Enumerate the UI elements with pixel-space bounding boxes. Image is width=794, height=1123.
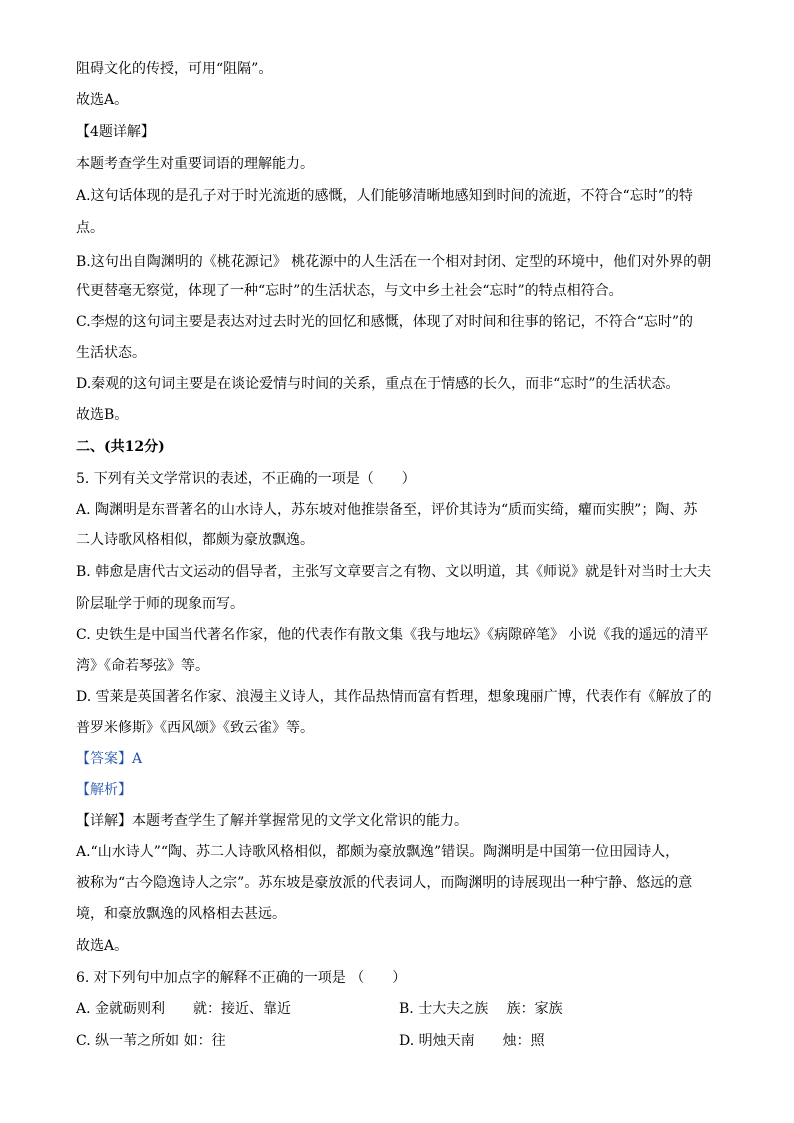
option-d: D. 明烛天南 烛：照 <box>399 1033 545 1049</box>
answer-label: 【答案】A <box>76 751 143 767</box>
text-line: 被称为“古今隐逸诗人之宗”。苏东坡是豪放派的代表词人，而陶渊明的诗展现出一种宁静、悠远的意 <box>76 875 693 891</box>
option-c: C. 纵一苇之所如 如：往 <box>76 1033 226 1049</box>
text-line: C.李煜的这句词主要是表达对过去时光的回忆和感慨，体现了对时间和往事的铭记，不符合“忘时”的 <box>76 314 693 330</box>
text-line: 本题考查学生对重要词语的理解能力。 <box>76 156 314 172</box>
option-text: B. 韩愈是唐代古文运动的倡导者，主张写文章要言之有物、文以明道，其《师说》就是针对当时士大夫 <box>76 564 712 580</box>
text-line: 境，和豪放飘逸的风格相去甚远。 <box>76 906 286 922</box>
section-heading: 【4题详解】 <box>76 124 155 140</box>
question-stem: 6. 对下列句中加点字的解释不正确的一项是 （ ） <box>76 970 407 986</box>
text-line: 生活状态。 <box>76 345 146 361</box>
text-line: 故选A。 <box>76 92 129 108</box>
text-line: 阻碍文化的传授，可用“阻隔”。 <box>76 61 273 77</box>
text-line: A.这句话体现的是孔子对于时光流逝的感慨，人们能够清晰地感知到时间的流逝，不符合“忘时”的特 <box>76 188 693 204</box>
text-line: 故选B。 <box>76 407 129 423</box>
section-heading: 二、(共12分) <box>76 439 165 455</box>
option-a: A. 金就砺则利 就：接近、靠近 <box>76 1001 292 1017</box>
option-text: C. 史铁生是中国当代著名作家，他的代表作有散文集《我与地坛》《病隙碎笔》 小说《我的遥远的清平 <box>76 627 709 643</box>
option-text: 湾》《命若琴弦》等。 <box>76 658 209 674</box>
analysis-label: 【解析】 <box>76 782 132 798</box>
option-text: 普罗米修斯》《西风颂》《致云雀》等。 <box>76 720 314 736</box>
text-line: 点。 <box>76 220 104 236</box>
text-line: 故选A。 <box>76 938 129 954</box>
question-stem: 5. 下列有关文学常识的表述，不正确的一项是（ ） <box>76 471 416 487</box>
text-line: A.“山水诗人”“陶、苏二人诗歌风格相似，都颇为豪放飘逸”错误。陶渊明是中国第一位田园诗人， <box>76 844 680 860</box>
option-text: D. 雪莱是英国著名作家、浪漫主义诗人，其作品热情而富有哲理，想象瑰丽广博，代表作有《解放了的 <box>76 689 712 705</box>
text-line: 【详解】本题考查学生了解并掌握常见的文学文化常识的能力。 <box>76 813 468 829</box>
option-b: B. 士大夫之族 族：家族 <box>399 1001 563 1017</box>
option-text: 阶层耻学于师的现象而写。 <box>76 596 244 612</box>
option-text: 二人诗歌风格相似，都颇为豪放飘逸。 <box>76 532 314 548</box>
text-line: B.这句出自陶渊明的《桃花源记》 桃花源中的人生活在一个相对封闭、定型的环境中，他们对外界的朝 <box>76 254 712 270</box>
text-line: 代更替毫无察觉，体现了一种“忘时”的生活状态，与文中乡土社会“忘时”的特点相符合。 <box>76 283 623 299</box>
option-text: A. 陶渊明是东晋著名的山水诗人，苏东坡对他推崇备至，评价其诗为“质而实绮，癯而实腴”；陶、苏 <box>76 502 698 518</box>
text-line: D.秦观的这句词主要是在谈论爱情与时间的关系，重点在于情感的长久，而非“忘时”的生活状态。 <box>76 376 680 392</box>
